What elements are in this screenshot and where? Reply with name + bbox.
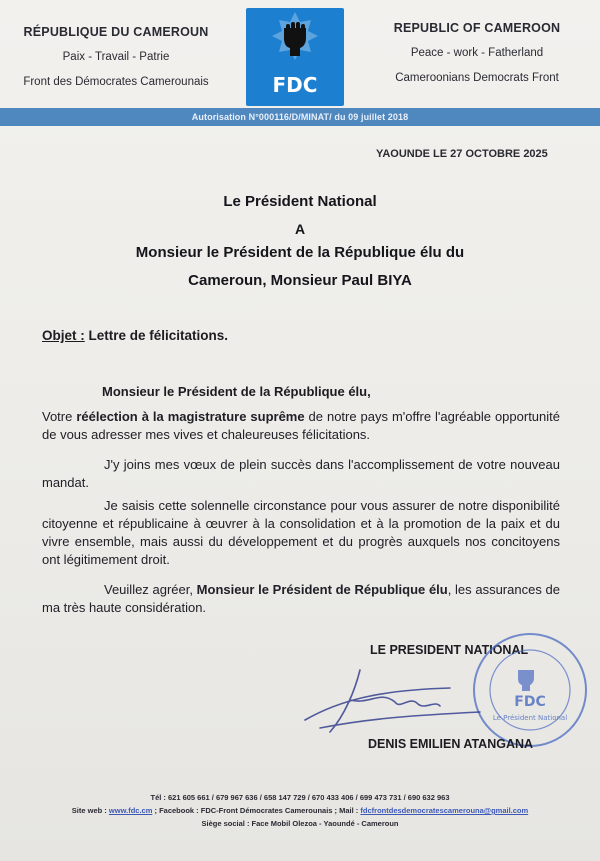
country-name-fr: RÉPUBLIQUE DU CAMEROUN	[23, 25, 209, 39]
paragraph-3	[42, 497, 560, 569]
paragraph-2	[42, 456, 560, 492]
party-name-fr: Front des Démocrates Camerounais	[23, 76, 209, 88]
to-word: A	[294, 221, 306, 237]
paragraph-4	[42, 581, 560, 617]
stamp-text: FDC	[514, 694, 546, 710]
paragraph-1-bold: réélection à la magistrature suprême	[76, 409, 305, 424]
authorization-banner: Autorisation N°000116/D/MINAT/ du 09 juillet 2018	[0, 108, 600, 126]
paragraph-1-end: de notre pays m'offre l'agréable opportunité de vous adresser mes vives et chaleureuses félicitations.	[42, 409, 561, 442]
header-right	[362, 16, 592, 91]
website-link[interactable]: www.fdc.cm	[108, 806, 153, 815]
recipient-line-2: Cameroun, Monsieur Paul BIYA	[188, 272, 412, 289]
paragraph-1-start: Votre	[42, 409, 77, 424]
recipient-line-1: Monsieur le Président de la République élu du	[135, 244, 465, 261]
party-name-en: Cameroonians Democrats Front	[395, 72, 559, 84]
country-name-en: REPUBLIC OF CAMEROON	[393, 21, 561, 35]
header-left	[6, 20, 226, 95]
paragraph-3-text: Je saisis cette solennelle circonstance pour vous assurer de notre disponibilité citoyenne et républicaine à œuvrer à la consolidation et à la promotion de la paix et du vivre ensemble, mais aussi du développement et du progrès auxquels nos concitoyens ont légitimement droit.	[42, 498, 560, 567]
fdc-logo	[246, 8, 344, 106]
handwritten-signature	[300, 660, 490, 740]
paragraph-4-start: Veuillez agréer,	[104, 582, 197, 597]
motto-fr: Paix - Travail - Patrie	[62, 51, 170, 63]
signatory-name: DENIS EMILIEN ATANGANA	[368, 737, 534, 751]
stamp-subtitle: Le Président National	[492, 714, 568, 722]
raised-fist-icon	[246, 8, 344, 106]
logo-text: FDC	[272, 73, 318, 97]
facebook-info: Facebook : FDC-Front Démocrates Camerounais	[159, 806, 333, 815]
email-link[interactable]: fdcfrontdesdemocratescamerouna@gmail.com	[360, 806, 529, 815]
subject-label: Objet :	[42, 328, 85, 343]
web-label: Site web :	[71, 806, 107, 815]
salutation: Monsieur le Président de la République élu,	[102, 384, 371, 399]
motto-en: Peace - work - Fatherland	[410, 47, 544, 59]
sender-title: Le Président National	[223, 193, 377, 210]
paragraph-4-end: , les assurances de ma très haute considération.	[42, 582, 560, 615]
mail-label: Mail :	[339, 806, 359, 815]
paragraph-2-text: J'y joins mes vœux de plein succès dans l'accomplissement de votre nouveau mandat.	[42, 457, 560, 490]
signatory-title: LE PRESIDENT NATIONAL	[370, 643, 529, 657]
footer-office: Siège social : Face Mobil Olezoa - Yaoundé - Cameroun	[201, 819, 399, 828]
subject-text: Lettre de félicitations.	[88, 328, 229, 343]
footer-phones: Tél : 621 605 661 / 679 967 636 / 658 147 729 / 670 433 406 / 699 473 731 / 690 632 963	[150, 793, 450, 802]
letter-date: YAOUNDE LE 27 OCTOBRE 2025	[376, 148, 548, 160]
paragraph-4-bold: Monsieur le Président de République élu	[196, 582, 448, 597]
paragraph-1	[42, 408, 560, 444]
subject-line	[42, 328, 228, 343]
footer-contacts: Site web : www.fdc.cm ; Facebook : FDC-Front Démocrates Camerounais ; Mail : fdcfrontdesdemocratescamerouna@gmail.com	[71, 806, 529, 815]
